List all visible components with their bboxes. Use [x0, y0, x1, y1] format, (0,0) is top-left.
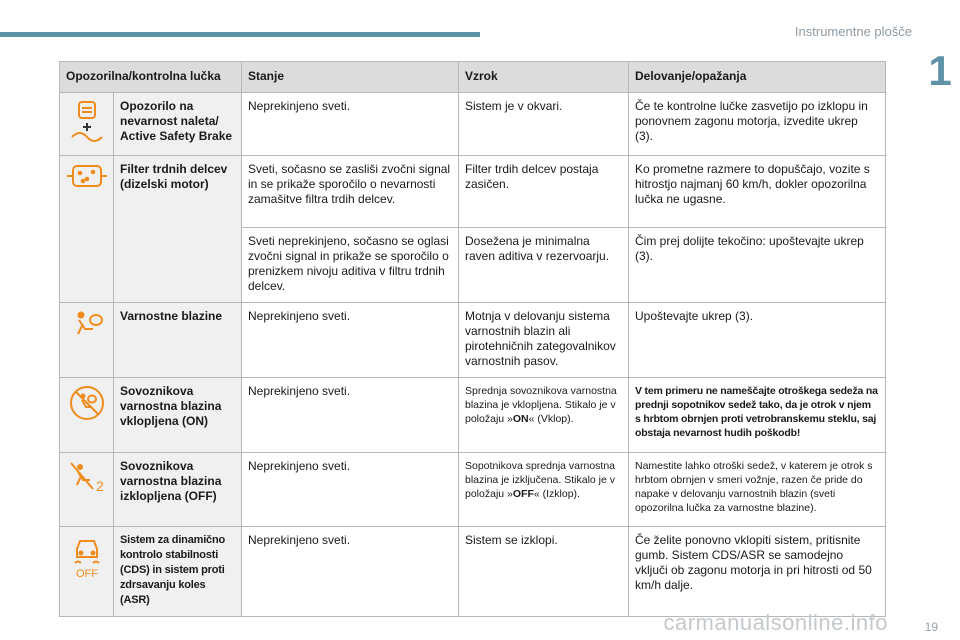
icon-off-label: OFF [75, 568, 98, 579]
state-cell: Neprekinjeno sveti. [242, 93, 459, 156]
cause-text: « (Izklop). [533, 488, 580, 500]
column-header: Stanje [242, 62, 459, 93]
action-cell: Ko prometne razmere to dopuščajo, vozite s hitrostjo najmanj 60 km/h, dokler opozorilna lučka ne ugasne. [629, 156, 886, 228]
light-name: Sovoznikova varnostna blazina vklopljena (ON) [114, 378, 242, 453]
light-name: Varnostne blazine [114, 303, 242, 378]
light-name: Opozorilo na nevarnost naleta/ Active Safety Brake [114, 93, 242, 156]
column-header: Opozorilna/kontrolna lučka [60, 62, 242, 93]
column-header: Delovanje/opažanja [629, 62, 886, 93]
diesel-particle-filter-icon [65, 162, 109, 190]
cause-cell: Motnja v delovanju sistema varnostnih blazin ali pirotehničnih zategovalnikov varnostnih pasov. [459, 303, 629, 378]
cause-cell: Filter trdih delcev postaja zasičen. [459, 156, 629, 228]
cause-cell: Sistem je v okvari. [459, 93, 629, 156]
header-accent-bar [0, 32, 480, 37]
table-header-row [60, 62, 886, 93]
state-cell: Neprekinjeno sveti. [242, 303, 459, 378]
cause-cell [459, 378, 629, 453]
action-cell: Namestite lahko otroški sedež, v katerem je otrok s hrbtom obrnjen v smeri vožnje, razen če pride do napake v delovanju varnostnih blazin (sveti opozorilna lučka za varnostne blazine). [629, 453, 886, 527]
action-cell: Če te kontrolne lučke zasvetijo po izklopu in ponovnem zagonu motorja, izvedite ukrep (3). [629, 93, 886, 156]
table-row [60, 303, 886, 378]
state-cell: Neprekinjeno sveti. [242, 453, 459, 527]
table-row [60, 453, 886, 527]
cause-cell: Sistem se izklopi. [459, 527, 629, 617]
cause-text: « (Vklop). [528, 413, 574, 425]
section-title: Instrumentne plošče [794, 24, 912, 39]
icon-cell [60, 156, 114, 303]
cause-cell [459, 453, 629, 527]
watermark: carmanualsonline.info [663, 610, 888, 635]
airbag-icon [69, 309, 105, 339]
state-cell: Neprekinjeno sveti. [242, 378, 459, 453]
page-number: 19 [924, 620, 938, 634]
light-name: Filter trdnih delcev (dizelski motor) [114, 156, 242, 303]
icon-cell [60, 527, 114, 617]
passenger-airbag-on-icon [68, 384, 106, 422]
table-row [60, 156, 886, 228]
svg-text:2: 2 [95, 478, 104, 494]
state-cell: Sveti, sočasno se zasliši zvočni signal in se prikaže sporočilo o nevarnosti zamašitve filtra trdih delcev. [242, 156, 459, 228]
light-name: Sistem za dinamično kontrolo stabilnosti (CDS) in sistem proti zdrsavanju koles (ASR) [114, 527, 242, 617]
column-header: Vzrok [459, 62, 629, 93]
action-cell: Če želite ponovno vklopiti sistem, pritisnite gumb. Sistem CDS/ASR se samodejno vključi ob zagonu motorja in pri hitrosti od 50 km/h dalje. [629, 527, 886, 617]
action-cell: Čim prej dolijte tekočino: upoštevajte ukrep (3). [629, 228, 886, 303]
icon-cell [60, 453, 114, 527]
light-name: Sovoznikova varnostna blazina izklopljena (OFF) [114, 453, 242, 527]
collision-risk-warning-icon [67, 99, 107, 143]
passenger-airbag-off-icon [67, 459, 107, 495]
switch-position: OFF [512, 488, 534, 500]
table-row [60, 93, 886, 156]
icon-cell [60, 378, 114, 453]
switch-position: ON [512, 413, 529, 425]
stability-control-off-icon [67, 533, 107, 579]
chapter-number: 1 [920, 48, 960, 94]
cause-cell: Dosežena je minimalna raven aditiva v rezervoarju. [459, 228, 629, 303]
action-cell: Upoštevajte ukrep (3). [629, 303, 886, 378]
icon-cell [60, 303, 114, 378]
icon-cell [60, 93, 114, 156]
cause-text: Sprednja sovoznikova varnostna blazina je vklopljena. Stikalo je v položaju » [465, 385, 617, 425]
action-cell: V tem primeru ne nameščajte otroškega sedeža na prednji sopotnikov sedež tako, da je otrok v njem s hrbtom obrnjen proti vetrobranskemu steklu, saj obstaja nevarnost hudih poškodb! [629, 378, 886, 453]
state-cell: Sveti neprekinjeno, sočasno se oglasi zvočni signal in prikaže se sporočilo o prenizkem nivoju aditiva v filtru trdnih delcev. [242, 228, 459, 303]
state-cell: Neprekinjeno sveti. [242, 527, 459, 617]
cause-text: Sopotnikova sprednja varnostna blazina je izključena. Stikalo je v položaju » [465, 460, 616, 500]
table-row [60, 378, 886, 453]
warning-lights-table [59, 61, 886, 617]
table-row [60, 527, 886, 617]
